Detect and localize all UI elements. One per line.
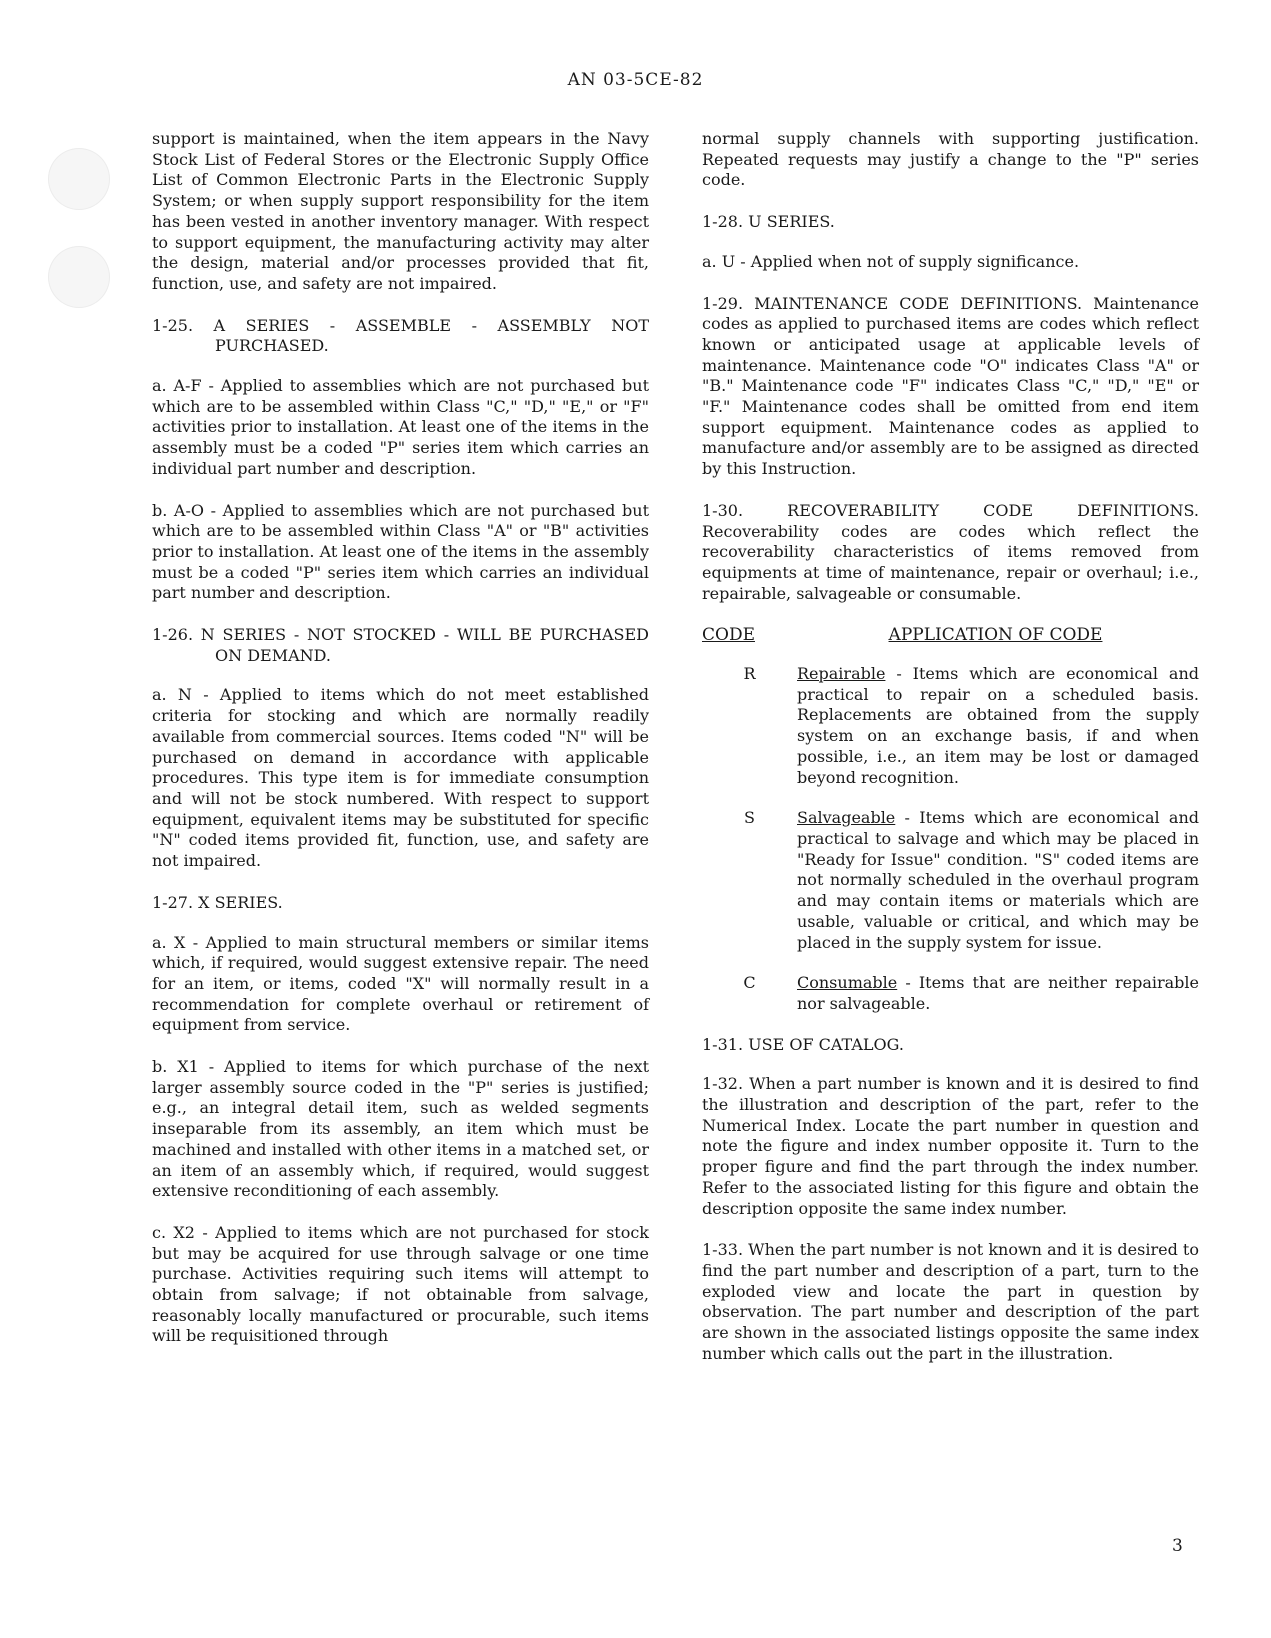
continuation-paragraph: normal supply channels with supporting justification. Repeated requests may justify a change to the "P" series code. [702, 129, 1199, 190]
recoverability-code-table [702, 625, 1199, 1014]
section-1-27-title: 1-27. X SERIES. [152, 892, 283, 912]
section-1-29: 1-29. MAINTENANCE CODE DEFINITIONS. Maintenance codes as applied to purchased items are codes which reflect known or anticipated usage at applicable levels of maintenance. Maintenance code "O" indicates Class "A" or "B." Maintenance code "F" indicates Class "C," "D," "E" or "F." Maintenance codes shall be omitted from end item support equipment. Maintenance codes as applied to manufacture and/or assembly are to be assigned as directed by this Instruction. [702, 293, 1199, 479]
section-1-26-a: a. N - Applied to items which do not meet established criteria for stocking and which are normally readily available from commercial sources. Items coded "N" will be purchased on demand in accordance with applicable procedures. This type item is for immediate consumption and will not be stock numbered. With respect to support equipment, equivalent items may be substituted for specific "N" coded items provided fit, function, use, and safety are not impaired. [152, 685, 649, 871]
code-text: - Items which are economical and practical to repair on a scheduled basis. Replacements are obtained from the supply system on an exchange basis, if and when possible, i.e., an item may be lost or damaged beyond recognition. [797, 664, 1199, 787]
code-description [797, 808, 1199, 953]
code-row [702, 973, 1199, 1014]
code-text: - Items which are economical and practical to salvage and which may be placed in "Ready for Issue" condition. "S" coded items are not normally scheduled in the overhaul program and may contain items or materials which are usable, valuable or critical, and which may be placed in the supply system for issue. [797, 808, 1199, 952]
intro-paragraph: support is maintained, when the item appears in the Navy Stock List of Federal Stores or the Electronic Supply Office List of Common Electronic Parts in the Electronic Supply System; or when supply support responsibility for the item has been vested in another inventory manager. With respect to support equipment, the manufacturing activity may alter the design, material and/or processes provided that fit, function, use, and safety are not impaired. [152, 129, 649, 293]
left-column [152, 129, 649, 1368]
section-1-27-c: c. X2 - Applied to items which are not purchased for stock but may be acquired for use through salvage or one time purchase. Activities requiring such items will attempt to obtain from salvage; if not obtainable from salvage, reasonably locally manufactured or procurable, such items will be requisitioned through [152, 1222, 649, 1346]
binder-hole [48, 148, 110, 210]
code-term: Repairable [797, 664, 886, 684]
section-1-27-b: b. X1 - Applied to items for which purchase of the next larger assembly source coded in the "P" series is justified; e.g., an integral detail item, such as welded segments inseparable from its assembly, an item which must be machined and installed with other items in a matched set, or an item of an assembly which, if required, would suggest extensive reconditioning of each assembly. [152, 1057, 649, 1201]
application-column-header: APPLICATION OF CODE [888, 625, 1103, 646]
section-1-32: 1-32. When a part number is known and it is desired to find the illustration and description of the part, refer to the Numerical Index. Locate the part number in question and note the figure and index number opposite it. Turn to the proper figure and find the part through the index number. Refer to the associated listing for this figure and obtain the description opposite the same index number. [702, 1074, 1199, 1218]
code-letter: R [743, 664, 756, 684]
document-number: AN 03-5CE-82 [567, 70, 704, 90]
section-1-31-title: 1-31. USE OF CATALOG. [702, 1034, 904, 1054]
section-1-25-title: 1-25. A SERIES - ASSEMBLE - ASSEMBLY NOT PURCHASED. [152, 315, 649, 356]
code-term: Salvageable [797, 808, 896, 828]
code-column-header: CODE [702, 625, 755, 646]
code-row [702, 808, 1199, 953]
code-description [797, 973, 1199, 1014]
binder-hole [48, 246, 110, 308]
section-1-25-a: a. A-F - Applied to assemblies which are not purchased but which are to be assembled within Class "C," "D," "E," or "F" activities prior to installation. At least one of the items in the assembly must be a coded "P" series item which carries an individual part number and description. [152, 376, 649, 478]
code-row [702, 664, 1199, 788]
page-number: 3 [1172, 1536, 1183, 1556]
code-term: Consumable [797, 973, 898, 993]
section-1-26-title: 1-26. N SERIES - NOT STOCKED - WILL BE PURCHASED ON DEMAND. [152, 625, 649, 665]
section-1-27-a: a. X - Applied to main structural members or similar items which, if required, would suggest extensive repair. The need for an item, or items, coded "X" will normally result in a recommendation for complete overhaul or retirement of equipment from service. [152, 932, 649, 1035]
right-column [702, 129, 1199, 1385]
section-1-25-b: b. A-O - Applied to assemblies which are not purchased but which are to be assembled within Class "A" or "B" activities prior to installation. At least one of the items in the assembly must be a coded "P" series item which carries an individual part number and description. [152, 500, 649, 603]
section-1-30: 1-30. RECOVERABILITY CODE DEFINITIONS. Recoverability codes are codes which reflect the recoverability characteristics of items removed from equipments at time of maintenance, repair or overhaul; i.e., repairable, salvageable or consumable. [702, 500, 1199, 603]
section-1-28-a: a. U - Applied when not of supply significance. [702, 251, 1080, 271]
code-description [797, 664, 1199, 788]
section-1-28-title: 1-28. U SERIES. [702, 212, 835, 232]
code-table-header [702, 625, 1199, 646]
code-letter: S [744, 808, 755, 828]
code-letter: C [743, 973, 756, 993]
code-text: - Items that are neither repairable nor salvageable. [797, 973, 1199, 1013]
section-1-33: 1-33. When the part number is not known and it is desired to find the part number and description of a part, turn to the exploded view and locate the part in question by observation. The part number and description of the part are shown in the associated listings opposite the same index number which calls out the part in the illustration. [702, 1240, 1199, 1363]
